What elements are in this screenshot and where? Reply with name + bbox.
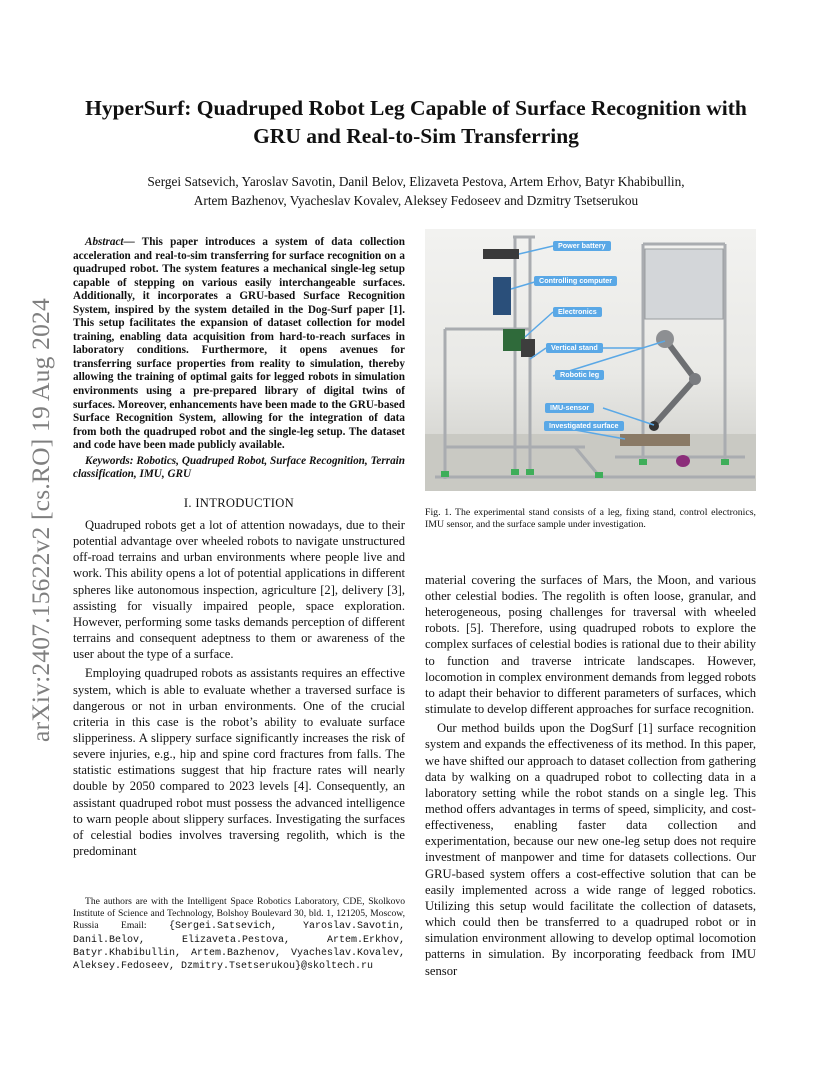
label-controlling-computer: Controlling computer <box>534 276 617 286</box>
investigated-surface <box>620 434 690 446</box>
label-robotic-leg: Robotic leg <box>555 370 604 380</box>
label-investigated-surface: Investigated surface <box>544 421 624 431</box>
leg-hip-joint <box>656 330 674 348</box>
intro-paragraph-1: Quadruped robots get a lot of attention nowadays, due to their potential advantage over wheeled robots to navigate unstructured off-road terrains and urban environments where people live and work. This ability opens a lot of potential applications in different spheres like autonomous inspection, agriculture [2], delivery [3], assisting for visually impaired people, space exploration. However, performing some tasks demands perception of different terrains and consequent adeptness to them or awareness of the user about the type of a surface. <box>73 517 405 662</box>
keywords: Keywords: Robotics, Quadruped Robot, Surface Recognition, Terrain classification, IMU, GRU <box>73 454 405 481</box>
right-body-text <box>425 572 756 979</box>
leg-knee-joint <box>689 373 701 385</box>
title-line-2: GRU and Real-to-Sim Transferring <box>253 124 579 148</box>
figure-1-caption: Fig. 1. The experimental stand consists of a leg, fixing stand, control electronics, IMU sensor, and the surface sample under investigation. <box>425 507 756 531</box>
author-affiliation-footnote <box>73 896 405 973</box>
right-paragraph-1: material covering the surfaces of Mars, the Moon, and various other celestial bodies. The regolith is often loose, granular, and heterogeneous, posing challenges for traversal with wheeled robots. [5]. Therefore, using quadruped robots to explore the complex surfaces of celestial bodies is rational due to their ability to function and traverse intricate landscapes. However, locomotion in complex environment demands from legged robots to adapt their behavior to different parameters of surfaces, which stimulate to develop different approaches for surface recognition. <box>425 572 756 717</box>
abstract-lead: Abstract <box>85 236 124 248</box>
figure-1-photo <box>425 229 756 491</box>
enclosure-panel <box>645 249 723 319</box>
label-vertical-stand: Vertical stand <box>546 343 603 353</box>
abstract-dash: — <box>123 236 142 248</box>
authors-line-1: Sergei Satsevich, Yaroslav Savotin, Danil Belov, Elizaveta Pestova, Artem Erhov, Batyr Khabibullin, <box>147 174 685 189</box>
power-battery <box>483 249 519 259</box>
paper-title <box>72 94 760 150</box>
intro-paragraph-2: Employing quadruped robots as assistants requires an effective system, which is able to evaluate whether a traversed surface is dangerous or not in urban environments. One of the crucial criteria in this case is the robot’s ability to evaluate surface slipperiness. A slippery surface significantly increases the risk of severe injuries, e.g., hip and spine cord fractures from falls. The statistic estimations suggest that hip fracture rates will nearly double by 2050 compared to 2023 levels [4]. Consequently, an assistant quadruped robot must possess the advanced intelligence to warn people about slippery surfaces. Investigating the surfaces of celestial bodies involves traversing regolith, which is the predominant <box>73 666 405 859</box>
experimental-stand-illustration <box>425 229 756 491</box>
footnote-text: The authors are with the Intelligent Space Robotics Laboratory, CDE, Skolkovo Institute of Science and Technology, Bolshoy Boulevard 30, bld. 1, 121205, Moscow, Russia Email: <box>73 896 405 932</box>
label-imu-sensor: IMU-sensor <box>545 403 594 413</box>
author-list <box>72 172 760 210</box>
electronics-box <box>521 339 535 357</box>
section-heading-introduction: I. INTRODUCTION <box>183 495 295 510</box>
right-paragraph-2: Our method builds upon the DogSurf [1] surface recognition system and expands the effectiveness of its method. In this paper, we have shifted our approach to dataset collection from gathering data by walking on a quadruped robot to collecting data in a laboratory setting while the robot stands on a single leg. This method offers advantages in terms of speed, simplicity, and cost-effectiveness, enabling faster data collection and experimentation, because our new one-leg setup does not require investment of manpower and time for datasets collections. Our GRU-based system offers a cost-effective solution that can be easily implemented across a wide range of legged robotics. Utilizing this setup would facilitate the collection of datasets, which could then be transferred to a quadruped robot or in simulation environment allowing to develop optimal locomotion patterns in simulation. By incorporating feedback from IMU sensor <box>425 721 756 978</box>
robotic-leg <box>655 339 695 424</box>
label-power-battery: Power battery <box>553 241 611 251</box>
footnote-emails: {Sergei.Satsevich, Yaroslav.Savotin, Danil.Belov, Elizaveta.Pestova, Artem.Erkhov, Batyr.Khabibullin, Artem.Bazhenov, Vyacheslav.Kovalev, Aleksey.Fedoseev, Dzmitry.Tsetserukou}@skoltech.ru <box>73 921 405 973</box>
authors-line-2: Artem Bazhenov, Vyacheslav Kovalev, Aleksey Fedoseev and Dzmitry Tsetserukou <box>193 193 639 208</box>
left-column <box>73 236 405 862</box>
right-column <box>425 229 756 982</box>
label-electronics: Electronics <box>553 307 602 317</box>
abstract <box>73 236 405 453</box>
purple-object <box>676 455 690 467</box>
abstract-text: This paper introduces a system of data collection acceleration and real-to-sim transferring for surface recognition on a quadruped robot. The system features a mechanical single-leg setup capable of stepping on various easily interchangeable surfaces. Additionally, it incorporates a GRU-based Surface Recognition System, inspired by the system detailed in the Dog-Surf paper [1]. This setup facilitates the expansion of dataset collection for model training, enabling data acquisition from hard-to-reach surfaces in laboratory conditions. Furthermore, it opens avenues for transferring surface properties from reality to simulation, thereby allowing the training of optimal gaits for legged robots in simulation environments using a pre-prepared library of digital twins of surfaces. Moreover, enhancements have been made to the GRU-based Surface Recognition System, allowing for the integration of data from both the quadruped robot and the single-leg setup. The dataset and code have been made publicly available. <box>73 236 405 452</box>
imu-sensor <box>649 421 659 431</box>
arxiv-side-stamp: arXiv:2407.15622v2 [cs.RO] 19 Aug 2024 <box>26 298 55 742</box>
title-line-1: HyperSurf: Quadruped Robot Leg Capable of Surface Recognition with <box>85 96 747 120</box>
floor <box>425 434 756 491</box>
controlling-computer <box>493 277 511 315</box>
